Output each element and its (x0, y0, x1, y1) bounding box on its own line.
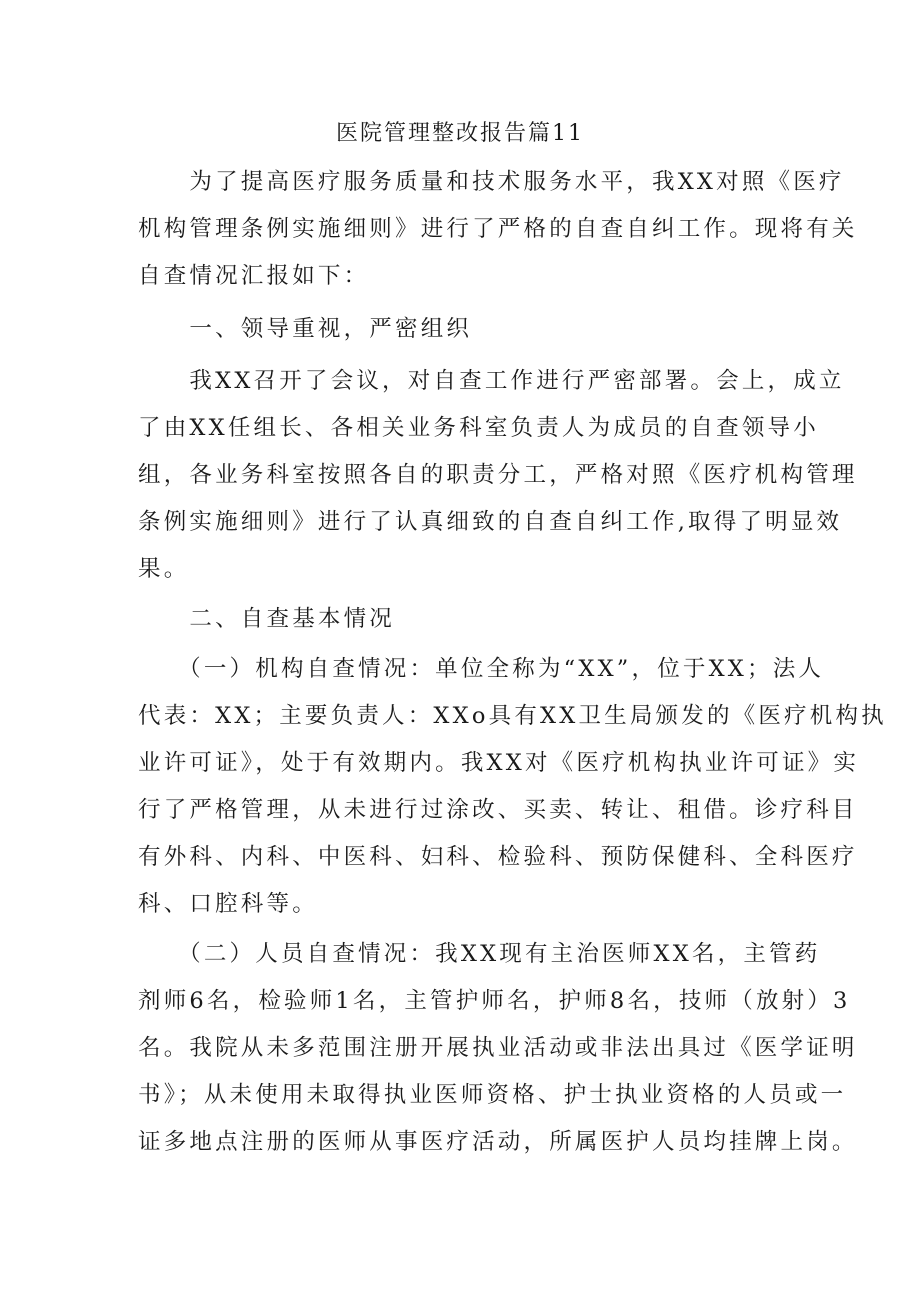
paragraph-line: 业许可证》，处于有效期内。我XX对《医疗机构执业许可证》实 (138, 750, 860, 776)
paragraph-line: 有外科、内科、中医科、妇科、检验科、预防保健科、全科医疗 (138, 844, 858, 870)
section-heading: 二、自查基本情况 (138, 606, 396, 632)
paragraph-line: （一）机构自查情况：单位全称为“XX”，位于XX；法人 (138, 656, 825, 682)
document-title: 医院管理整改报告篇11 (336, 121, 584, 146)
paragraph-line: 行了严格管理，从未进行过涂改、买卖、转让、租借。诊疗科目 (138, 797, 858, 823)
paragraph-line: 果。 (138, 556, 190, 582)
paragraph-line: 条例实施细则》进行了认真细致的自查自纠工作,取得了明显效 (138, 509, 843, 535)
paragraph-line: 自查情况汇报如下： (138, 263, 370, 289)
paragraph-line: 机构管理条例实施细则》进行了严格的自查自纠工作。现将有关 (138, 216, 858, 242)
paragraph-line: 我XX召开了会议，对自查工作进行严密部署。会上，成立 (138, 368, 845, 394)
paragraph-line: 剂师6名，检验师1名，主管护师名，护师8名，技师（放射）3 (138, 988, 851, 1014)
paragraph-line: 代表：XX；主要负责人：XXo具有XX卫生局颁发的《医疗机构执 (138, 703, 887, 729)
paragraph-line: 组，各业务科室按照各自的职责分工，严格对照《医疗机构管理 (138, 462, 858, 488)
section-heading: 一、领导重视，严密组织 (138, 316, 473, 342)
paragraph-line: 了由XX任组长、各相关业务科室负责人为成员的自查领导小 (138, 415, 819, 441)
paragraph-line: 名。我院从未多范围注册开展执业活动或非法出具过《医学证明 (138, 1035, 858, 1061)
paragraph-line: 书》；从未使用未取得执业医师资格、护士执业资格的人员或一 (138, 1082, 847, 1108)
paragraph-line: 为了提高医疗服务质量和技术服务水平，我XX对照《医疗 (138, 169, 845, 195)
paragraph-line: 科、口腔科等。 (138, 891, 318, 917)
paragraph-line: 证多地点注册的医师从事医疗活动，所属医护人员均挂牌上岗。 (138, 1129, 858, 1155)
paragraph-line: （二）人员自查情况：我XX现有主治医师XX名，主管药 (138, 941, 821, 967)
